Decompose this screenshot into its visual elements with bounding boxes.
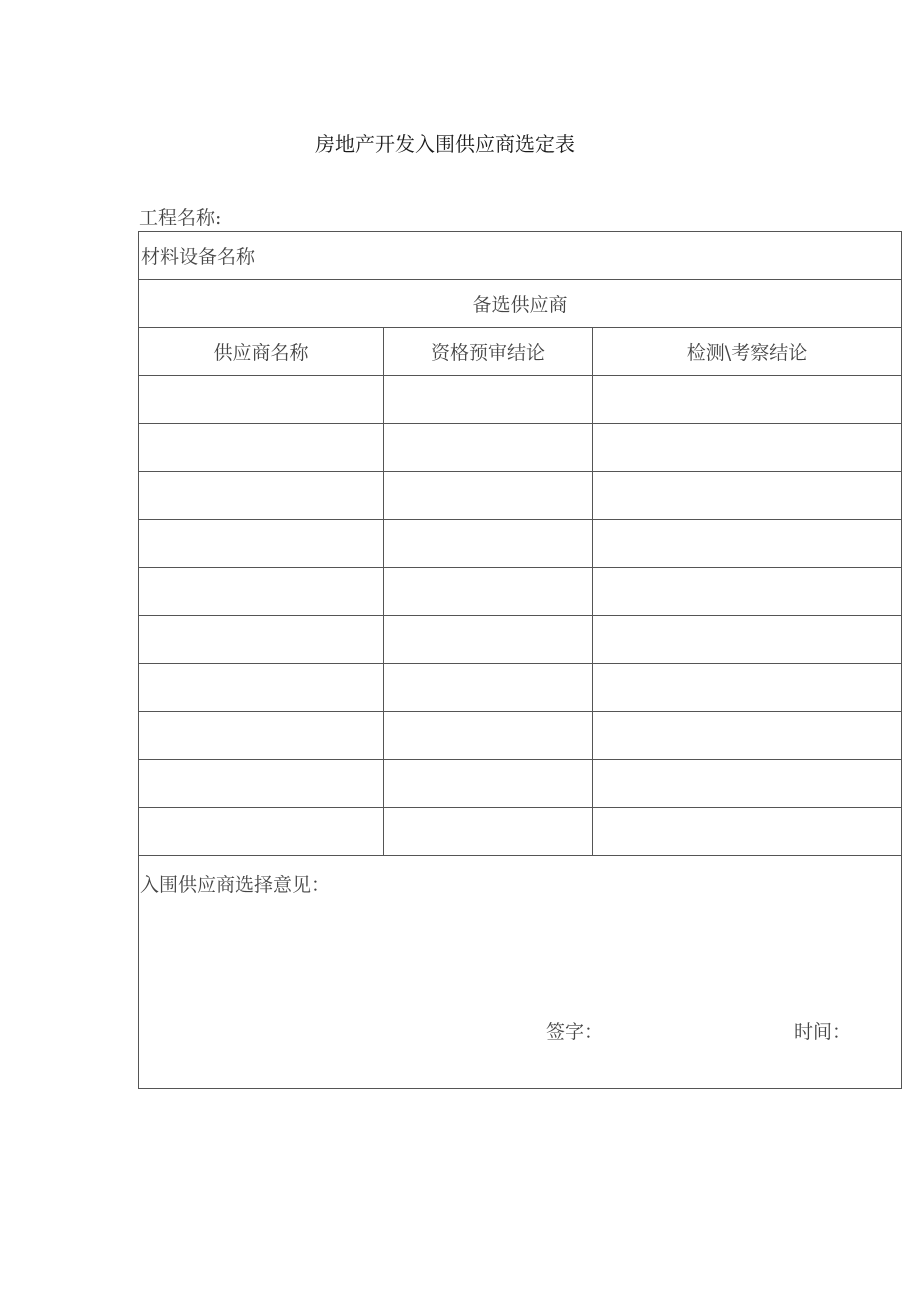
prequalification-cell[interactable] <box>384 424 593 472</box>
prequalification-cell[interactable] <box>384 808 593 856</box>
supplier-name-cell[interactable] <box>139 424 384 472</box>
inspection-cell[interactable] <box>593 760 902 808</box>
inspection-cell[interactable] <box>593 424 902 472</box>
prequalification-cell[interactable] <box>384 712 593 760</box>
inspection-cell[interactable] <box>593 808 902 856</box>
material-row <box>139 232 902 280</box>
supplier-name-cell[interactable] <box>139 616 384 664</box>
column-header-supplier-name: 供应商名称 <box>139 328 384 376</box>
supplier-name-cell[interactable] <box>139 712 384 760</box>
prequalification-cell[interactable] <box>384 616 593 664</box>
table-row <box>139 424 902 472</box>
prequalification-cell[interactable] <box>384 664 593 712</box>
table-row <box>139 760 902 808</box>
prequalification-cell[interactable] <box>384 760 593 808</box>
opinion-cell <box>139 856 902 1089</box>
column-header-row <box>139 328 902 376</box>
inspection-cell[interactable] <box>593 664 902 712</box>
inspection-cell[interactable] <box>593 712 902 760</box>
inspection-cell[interactable] <box>593 376 902 424</box>
supplier-name-cell[interactable] <box>139 808 384 856</box>
inspection-cell[interactable] <box>593 472 902 520</box>
time-label: 时间： <box>794 1021 852 1043</box>
signature-label: 签字： <box>546 1021 604 1043</box>
inspection-cell[interactable] <box>593 616 902 664</box>
table-row <box>139 616 902 664</box>
supplier-name-cell[interactable] <box>139 472 384 520</box>
page-title: 房地产开发入围供应商选定表 <box>315 132 575 156</box>
supplier-selection-table <box>138 231 902 1089</box>
table-row <box>139 472 902 520</box>
supplier-name-cell[interactable] <box>139 760 384 808</box>
inspection-cell[interactable] <box>593 520 902 568</box>
project-name-label: 工程名称: <box>139 207 222 229</box>
table-row <box>139 664 902 712</box>
opinion-row <box>139 856 902 1089</box>
table-row <box>139 568 902 616</box>
column-header-inspection: 检测\考察结论 <box>593 328 902 376</box>
prequalification-cell[interactable] <box>384 472 593 520</box>
table-row <box>139 376 902 424</box>
material-label: 材料设备名称 <box>139 232 902 280</box>
prequalification-cell[interactable] <box>384 376 593 424</box>
supplier-name-cell[interactable] <box>139 664 384 712</box>
supplier-name-cell[interactable] <box>139 376 384 424</box>
table-row <box>139 520 902 568</box>
supplier-name-cell[interactable] <box>139 520 384 568</box>
inspection-cell[interactable] <box>593 568 902 616</box>
candidates-header-row <box>139 280 902 328</box>
table-row <box>139 808 902 856</box>
opinion-label: 入围供应商选择意见： <box>140 874 331 896</box>
prequalification-cell[interactable] <box>384 568 593 616</box>
supplier-name-cell[interactable] <box>139 568 384 616</box>
candidates-header: 备选供应商 <box>139 280 902 328</box>
table-row <box>139 712 902 760</box>
column-header-prequalification: 资格预审结论 <box>384 328 593 376</box>
prequalification-cell[interactable] <box>384 520 593 568</box>
